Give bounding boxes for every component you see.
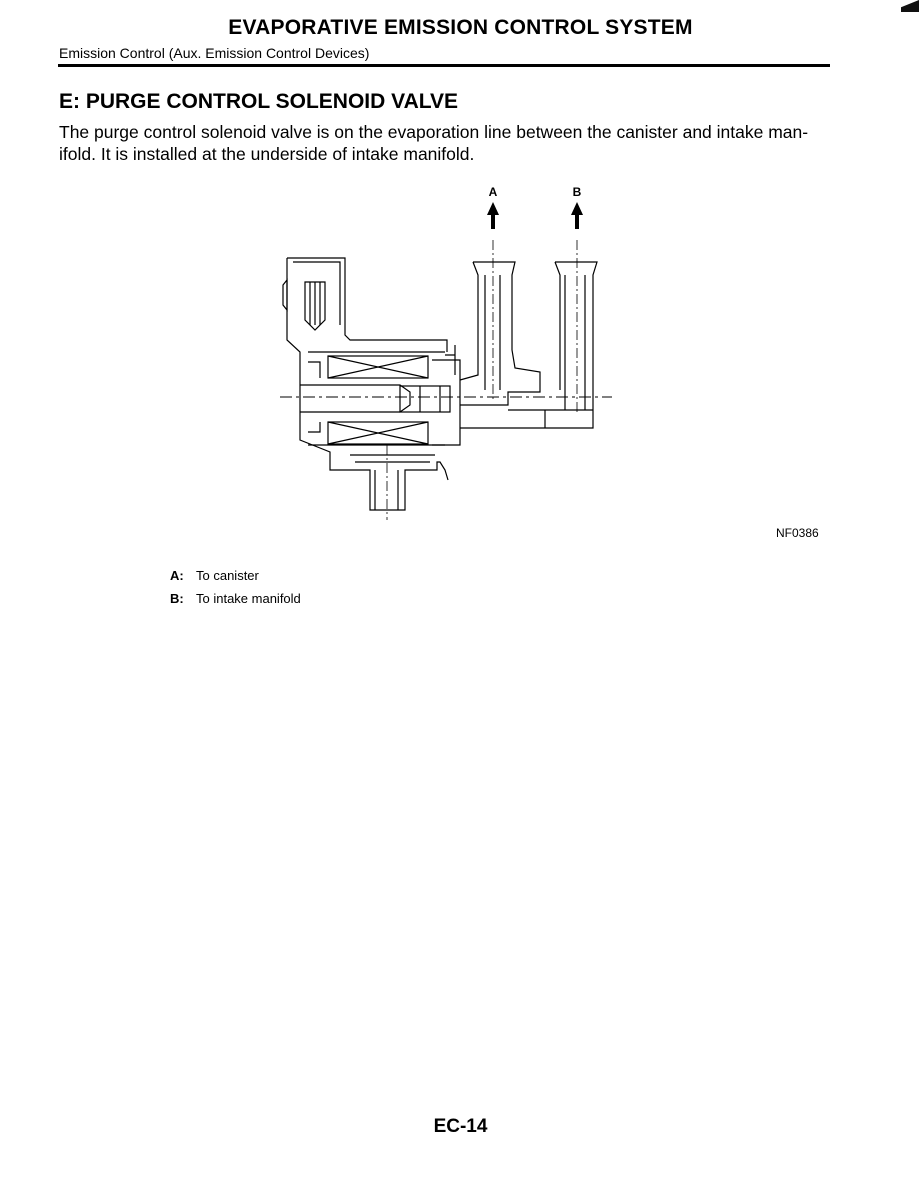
port-label-b: B (572, 185, 582, 199)
legend-item (170, 591, 301, 614)
header-divider (58, 64, 830, 67)
legend (170, 568, 301, 614)
header-title: EVAPORATIVE EMISSION CONTROL SYSTEM (228, 16, 693, 39)
figure-id: NF0386 (776, 526, 819, 540)
section-title: E: PURGE CONTROL SOLENOID VALVE (59, 90, 459, 113)
arrow-up-b-icon (571, 202, 583, 215)
legend-text: To canister (196, 568, 259, 583)
arrow-up-a-icon (487, 202, 499, 215)
legend-text: To intake manifold (196, 591, 301, 606)
solenoid-valve-diagram (270, 178, 630, 528)
scan-corner-mark (901, 0, 919, 12)
legend-key: A: (170, 568, 184, 583)
port-label-a: A (488, 185, 498, 199)
section-body: The purge control solenoid valve is on the evaporation line between the canister and intake man-ifold. It is installed at the underside of intake manifold. (59, 122, 809, 164)
page-number: EC-14 (433, 1116, 488, 1137)
legend-key: B: (170, 591, 184, 606)
legend-item (170, 568, 301, 591)
header-subtitle: Emission Control (Aux. Emission Control Devices) (59, 45, 370, 61)
